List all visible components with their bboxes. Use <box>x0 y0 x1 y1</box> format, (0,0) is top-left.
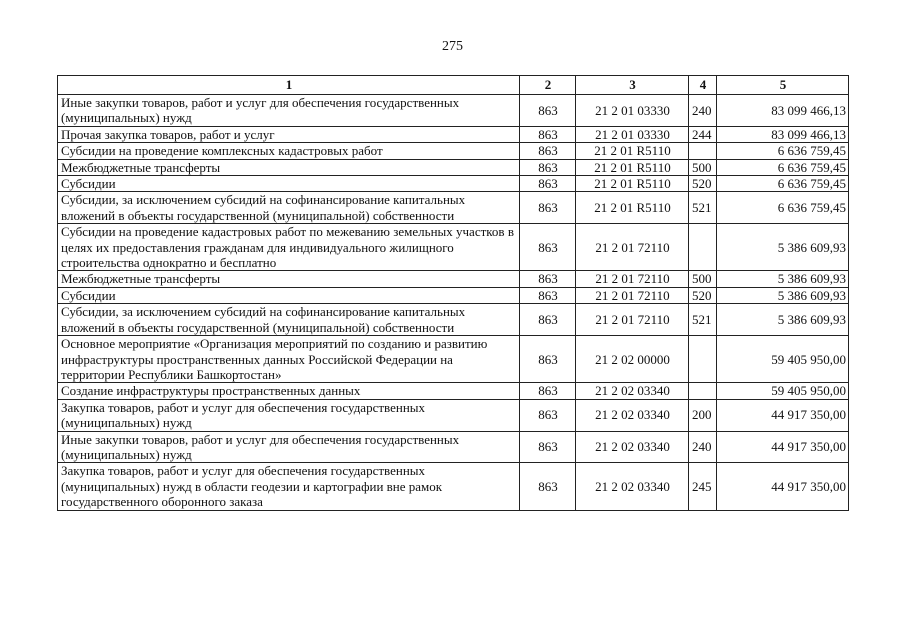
row-department-cell: 863 <box>520 192 576 224</box>
row-target-article-cell: 21 2 01 R5110 <box>576 192 689 224</box>
row-target-article-cell: 21 2 01 72110 <box>576 271 689 287</box>
row-department-cell: 863 <box>520 463 576 510</box>
column-header-amount: 5 <box>717 76 849 95</box>
page-number: 275 <box>442 39 463 54</box>
row-name-cell: Субсидии на проведение кадастровых работ по межеванию земельных участков в целях их предоставления гражданам для индивидуального жилищного строительства однократно и бесплатно <box>58 224 520 271</box>
row-target-article-cell: 21 2 01 R5110 <box>576 159 689 175</box>
row-name-cell: Закупка товаров, работ и услуг для обеспечения государственных (муниципальных) нужд <box>58 399 520 431</box>
budget-table <box>57 75 849 511</box>
row-expense-type-cell: 240 <box>689 431 717 463</box>
table-row <box>58 95 849 127</box>
row-target-article-cell: 21 2 01 03330 <box>576 126 689 142</box>
table-row <box>58 176 849 192</box>
table-row <box>58 463 849 510</box>
row-expense-type-cell: 244 <box>689 126 717 142</box>
row-expense-type-cell: 500 <box>689 271 717 287</box>
row-name-cell: Субсидии на проведение комплексных кадастровых работ <box>58 143 520 159</box>
row-target-article-cell: 21 2 02 03340 <box>576 431 689 463</box>
column-header-department: 2 <box>520 76 576 95</box>
table-row <box>58 431 849 463</box>
row-name-cell: Межбюджетные трансферты <box>58 159 520 175</box>
row-name-cell: Субсидии, за исключением субсидий на софинансирование капитальных вложений в объекты государственной (муниципальной) собственности <box>58 192 520 224</box>
row-amount-cell: 5 386 609,93 <box>717 224 849 271</box>
row-target-article-cell: 21 2 02 03340 <box>576 463 689 510</box>
table-row <box>58 383 849 399</box>
row-amount-cell: 44 917 350,00 <box>717 399 849 431</box>
row-expense-type-cell: 521 <box>689 304 717 336</box>
row-target-article-cell: 21 2 01 03330 <box>576 95 689 127</box>
row-department-cell: 863 <box>520 399 576 431</box>
table-row <box>58 159 849 175</box>
row-target-article-cell: 21 2 02 00000 <box>576 336 689 383</box>
table-body <box>58 95 849 511</box>
table-row <box>58 224 849 271</box>
row-department-cell: 863 <box>520 95 576 127</box>
row-department-cell: 863 <box>520 143 576 159</box>
row-target-article-cell: 21 2 01 72110 <box>576 224 689 271</box>
row-name-cell: Основное мероприятие «Организация мероприятий по созданию и развитию инфраструктуры пространственных данных Российской Федерации на территории Республики Башкортостан» <box>58 336 520 383</box>
row-amount-cell: 59 405 950,00 <box>717 336 849 383</box>
table-row <box>58 126 849 142</box>
row-amount-cell: 59 405 950,00 <box>717 383 849 399</box>
row-expense-type-cell: 500 <box>689 159 717 175</box>
table-row <box>58 192 849 224</box>
row-target-article-cell: 21 2 01 72110 <box>576 304 689 336</box>
table-row <box>58 336 849 383</box>
row-name-cell: Субсидии, за исключением субсидий на софинансирование капитальных вложений в объекты государственной (муниципальной) собственности <box>58 304 520 336</box>
row-target-article-cell: 21 2 01 R5110 <box>576 176 689 192</box>
row-name-cell: Закупка товаров, работ и услуг для обеспечения государственных (муниципальных) нужд в области геодезии и картографии вне рамок государственного оборонного заказа <box>58 463 520 510</box>
row-target-article-cell: 21 2 02 03340 <box>576 399 689 431</box>
row-expense-type-cell: 520 <box>689 287 717 303</box>
row-expense-type-cell <box>689 383 717 399</box>
row-expense-type-cell: 240 <box>689 95 717 127</box>
row-department-cell: 863 <box>520 383 576 399</box>
row-department-cell: 863 <box>520 176 576 192</box>
row-department-cell: 863 <box>520 287 576 303</box>
row-expense-type-cell: 520 <box>689 176 717 192</box>
row-amount-cell: 6 636 759,45 <box>717 143 849 159</box>
row-expense-type-cell <box>689 224 717 271</box>
row-amount-cell: 44 917 350,00 <box>717 463 849 510</box>
table-row <box>58 271 849 287</box>
row-department-cell: 863 <box>520 224 576 271</box>
row-name-cell: Субсидии <box>58 176 520 192</box>
row-amount-cell: 6 636 759,45 <box>717 176 849 192</box>
row-department-cell: 863 <box>520 159 576 175</box>
row-name-cell: Субсидии <box>58 287 520 303</box>
row-amount-cell: 44 917 350,00 <box>717 431 849 463</box>
row-target-article-cell: 21 2 01 72110 <box>576 287 689 303</box>
row-department-cell: 863 <box>520 126 576 142</box>
row-amount-cell: 5 386 609,93 <box>717 271 849 287</box>
column-header-name: 1 <box>58 76 520 95</box>
row-name-cell: Иные закупки товаров, работ и услуг для обеспечения государственных (муниципальных) нужд <box>58 431 520 463</box>
row-amount-cell: 6 636 759,45 <box>717 159 849 175</box>
header-row <box>58 76 849 95</box>
table-row <box>58 287 849 303</box>
row-department-cell: 863 <box>520 304 576 336</box>
row-expense-type-cell: 245 <box>689 463 717 510</box>
row-name-cell: Создание инфраструктуры пространственных данных <box>58 383 520 399</box>
row-amount-cell: 6 636 759,45 <box>717 192 849 224</box>
row-name-cell: Межбюджетные трансферты <box>58 271 520 287</box>
row-expense-type-cell: 521 <box>689 192 717 224</box>
row-amount-cell: 5 386 609,93 <box>717 287 849 303</box>
row-target-article-cell: 21 2 01 R5110 <box>576 143 689 159</box>
table-row <box>58 399 849 431</box>
table-row <box>58 304 849 336</box>
row-department-cell: 863 <box>520 336 576 383</box>
row-name-cell: Иные закупки товаров, работ и услуг для обеспечения государственных (муниципальных) нужд <box>58 95 520 127</box>
row-amount-cell: 5 386 609,93 <box>717 304 849 336</box>
row-department-cell: 863 <box>520 431 576 463</box>
row-name-cell: Прочая закупка товаров, работ и услуг <box>58 126 520 142</box>
table-row <box>58 143 849 159</box>
row-department-cell: 863 <box>520 271 576 287</box>
row-expense-type-cell <box>689 143 717 159</box>
row-amount-cell: 83 099 466,13 <box>717 95 849 127</box>
row-target-article-cell: 21 2 02 03340 <box>576 383 689 399</box>
column-header-target-article: 3 <box>576 76 689 95</box>
row-expense-type-cell: 200 <box>689 399 717 431</box>
row-expense-type-cell <box>689 336 717 383</box>
column-header-expense-type: 4 <box>689 76 717 95</box>
row-amount-cell: 83 099 466,13 <box>717 126 849 142</box>
